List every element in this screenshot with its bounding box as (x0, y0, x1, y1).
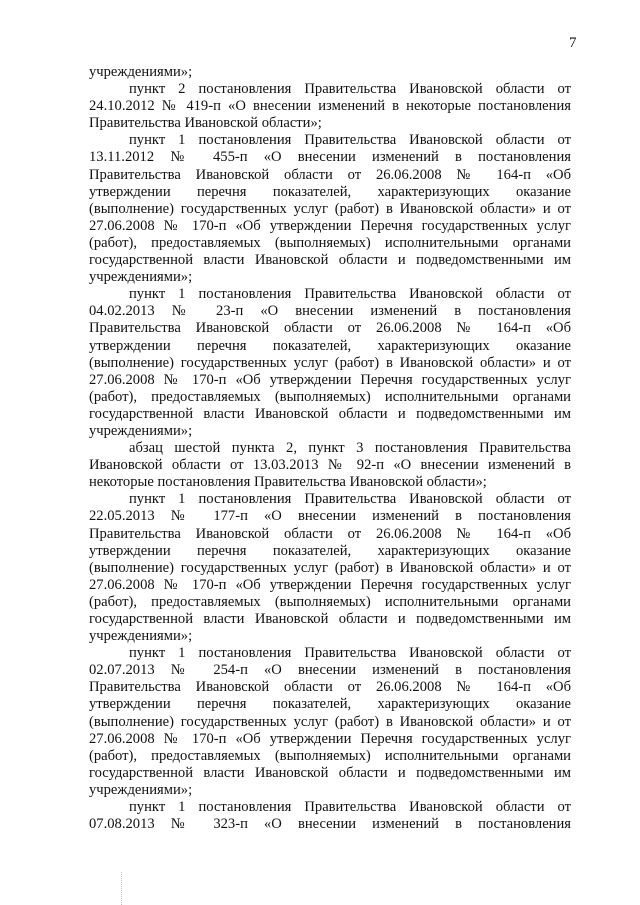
page-number: 7 (569, 35, 577, 51)
text-line: 27.06.2008 № 170-п «Об утверждении Перечня государственных услуг (89, 730, 571, 747)
text-line: Правительства Ивановской области от 26.06.2008 № 164-п «Об (89, 166, 571, 183)
paragraph (89, 491, 571, 645)
text-line: учреждениями»; (89, 781, 193, 798)
text-line: Правительства Ивановской области от 26.06.2008 № 164-п «Об (89, 679, 571, 696)
paragraph (89, 81, 571, 132)
text-line: Правительства Ивановской области от 26.06.2008 № 164-п «Об (89, 525, 571, 542)
text-line: Правительства Ивановской области»; (89, 115, 322, 132)
text-line: 27.06.2008 № 170-п «Об утверждении Перечня государственных услуг (89, 576, 571, 593)
text-line: утверждении перечня показателей, характеризующих оказание (89, 542, 571, 559)
text-line: абзац шестой пункта 2, пункт 3 постановления Правительства (129, 440, 571, 457)
text-line: государственной власти Ивановской области и подведомственными им (89, 405, 571, 422)
paragraph (89, 64, 571, 81)
text-line: 24.10.2012 № 419-п «О внесении изменений в некоторые постановления (89, 98, 571, 115)
document-body (89, 64, 571, 833)
text-line: некоторые постановления Правительства Ивановской области»; (89, 474, 487, 491)
text-line: (выполнение) государственных услуг (работ) в Ивановской области» и от (89, 559, 571, 576)
text-line: пункт 1 постановления Правительства Ивановской области от (129, 645, 571, 662)
text-line: (работ), предоставляемых (выполняемых) исполнительными органами (89, 747, 571, 764)
text-line: государственной власти Ивановской области и подведомственными им (89, 252, 571, 269)
text-line: 27.06.2008 № 170-п «Об утверждении Перечня государственных услуг (89, 371, 571, 388)
text-line: пункт 1 постановления Правительства Ивановской области от (129, 799, 571, 816)
text-line: 07.08.2013 № 323-п «О внесении изменений в постановления (89, 816, 571, 833)
text-line: пункт 1 постановления Правительства Ивановской области от (129, 286, 571, 303)
text-line: 22.05.2013 № 177-п «О внесении изменений в постановления (89, 508, 571, 525)
text-line: утверждении перечня показателей, характеризующих оказание (89, 183, 571, 200)
text-line: пункт 1 постановления Правительства Ивановской области от (129, 132, 571, 149)
text-line: (работ), предоставляемых (выполняемых) исполнительными органами (89, 593, 571, 610)
text-line: 04.02.2013 № 23-п «О внесении изменений в постановления (89, 303, 571, 320)
text-line: государственной власти Ивановской области и подведомственными им (89, 764, 571, 781)
text-line: 13.11.2012 № 455-п «О внесении изменений в постановления (89, 149, 571, 166)
text-line: государственной власти Ивановской области и подведомственными им (89, 611, 571, 627)
text-line: учреждениями»; (89, 269, 193, 286)
text-line: учреждениями»; (89, 64, 193, 80)
paragraph (89, 799, 571, 833)
binding-mark (121, 872, 123, 905)
paragraph (89, 645, 571, 799)
text-line: пункт 1 постановления Правительства Ивановской области от (129, 491, 571, 508)
paragraph (89, 440, 571, 491)
paragraph (89, 132, 571, 286)
text-line: (работ), предоставляемых (выполняемых) исполнительными органами (89, 234, 571, 251)
text-line: Ивановской области от 13.03.2013 № 92-п «О внесении изменений в (89, 457, 571, 474)
text-line: (выполнение) государственных услуг (работ) в Ивановской области» и от (89, 713, 571, 730)
text-line: (выполнение) государственных услуг (работ) в Ивановской области» и от (89, 200, 571, 217)
text-line: учреждениями»; (89, 628, 193, 645)
text-line: утверждении перечня показателей, характеризующих оказание (89, 696, 571, 713)
paragraph (89, 286, 571, 440)
text-line: (работ), предоставляемых (выполняемых) исполнительными органами (89, 388, 571, 405)
text-line: Правительства Ивановской области от 26.06.2008 № 164-п «Об (89, 320, 571, 337)
text-line: 27.06.2008 № 170-п «Об утверждении Перечня государственных услуг (89, 217, 571, 234)
text-line: (выполнение) государственных услуг (работ) в Ивановской области» и от (89, 354, 571, 371)
text-line: утверждении перечня показателей, характеризующих оказание (89, 337, 571, 354)
text-line: пункт 2 постановления Правительства Ивановской области от (129, 81, 571, 98)
text-line: учреждениями»; (89, 422, 193, 439)
text-line: 02.07.2013 № 254-п «О внесении изменений в постановления (89, 662, 571, 679)
